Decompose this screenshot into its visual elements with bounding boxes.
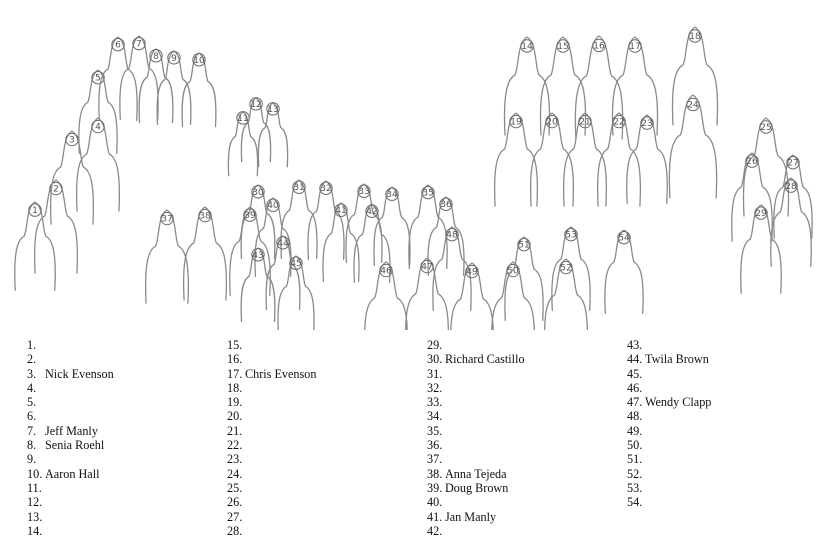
figure-number: 31 (293, 183, 305, 194)
key-entry (27, 524, 114, 538)
key-entry-name (243, 381, 245, 395)
key-entry-number: 31. (427, 366, 443, 381)
key-entry (27, 452, 114, 466)
key-entry-number: 6. (27, 409, 37, 424)
silhouette-figure (146, 210, 189, 303)
key-entry-number: 27. (227, 509, 243, 524)
key-entry-number: 45. (627, 366, 643, 381)
silhouette-figure (182, 53, 216, 127)
figure-number: 6 (115, 40, 121, 51)
key-entry-name (43, 381, 45, 395)
key-entry-number: 16. (227, 352, 243, 367)
figure-number: 18 (689, 32, 701, 42)
key-entry (27, 481, 114, 495)
figure-number: 1 (32, 206, 38, 217)
key-entry (427, 352, 525, 366)
key-entry (627, 452, 711, 466)
figure-number: 26 (746, 157, 758, 168)
figure-number: 27 (787, 158, 799, 169)
key-entry-name (243, 510, 245, 524)
key-entry (227, 338, 316, 352)
key-entry-name (643, 438, 645, 452)
key-column-3 (427, 338, 525, 538)
key-entry (627, 409, 711, 423)
key-entry-number: 19. (227, 395, 243, 410)
key-entry (427, 438, 525, 452)
figure-number: 29 (755, 209, 767, 220)
key-entry-number: 53. (627, 480, 643, 495)
key-entry-name (643, 409, 645, 423)
key-entry (627, 438, 711, 452)
key-entry-number: 23. (227, 452, 243, 467)
key-entry-name (243, 495, 245, 509)
name-key (0, 338, 840, 538)
figure-number: 42 (366, 207, 378, 218)
figure-number: 53 (565, 230, 577, 241)
key-entry-number: 48. (627, 409, 643, 424)
key-entry (627, 424, 711, 438)
key-entry-name (43, 395, 45, 409)
key-entry (27, 367, 114, 381)
key-entry-number: 52. (627, 466, 643, 481)
figure-number: 46 (380, 266, 392, 277)
figure-number: 49 (466, 267, 478, 278)
key-entry (227, 395, 316, 409)
silhouette-figure (605, 230, 643, 313)
key-entry-number: 10. (27, 466, 43, 481)
key-entry-name (443, 367, 445, 381)
silhouette-figure (266, 236, 300, 310)
key-entry-name (243, 467, 245, 481)
key-entry (227, 495, 316, 509)
key-entry-name (43, 510, 45, 524)
key-entry (27, 352, 114, 366)
figure-number: 15 (557, 42, 569, 52)
figure-number: 21 (579, 117, 591, 128)
key-entry (227, 524, 316, 538)
figure-number: 48 (446, 230, 458, 241)
key-entry (227, 467, 316, 481)
key-entry (27, 381, 114, 395)
figure-number: 8 (153, 51, 159, 62)
key-entry-number: 11. (27, 480, 42, 495)
figure-number: 44 (277, 238, 289, 249)
key-entry-number: 33. (427, 395, 443, 410)
key-entry-name: Jeff Manly (45, 423, 98, 438)
key-entry-number: 38. (427, 466, 443, 481)
key-entry (627, 495, 711, 509)
key-entry-number: 50. (627, 438, 643, 453)
key-entry-number: 37. (427, 452, 443, 467)
key-entry-name (443, 424, 445, 438)
key-entry-number: 36. (427, 438, 443, 453)
silhouette-figure (365, 262, 408, 330)
silhouette-figure (669, 95, 716, 198)
key-column-1 (27, 338, 114, 538)
key-entry (427, 409, 525, 423)
figure-number: 40 (267, 201, 279, 212)
key-entry-name (443, 381, 445, 395)
silhouette-figure (230, 207, 271, 295)
silhouette-figure (228, 112, 257, 176)
figure-number: 9 (171, 53, 177, 64)
key-entry-number: 40. (427, 495, 443, 510)
key-entry-number: 14. (27, 523, 43, 538)
silhouette-figure (308, 181, 347, 259)
silhouette-figure (346, 184, 382, 262)
key-entry-name (43, 481, 45, 495)
figure-number: 25 (760, 123, 772, 133)
key-entry (227, 409, 316, 423)
key-entry-name: Twila Brown (645, 352, 709, 367)
silhouette-figure (79, 70, 117, 153)
key-entry-number: 8. (27, 438, 37, 453)
key-entry-number: 1. (27, 338, 37, 352)
figure-number: 19 (510, 117, 522, 128)
key-entry-name (643, 367, 645, 381)
key-entry-number: 41. (427, 509, 443, 524)
key-entry (27, 438, 114, 452)
silhouette-figure (451, 263, 494, 330)
key-entry-name: Richard Castillo (445, 352, 525, 367)
key-entry-number: 54. (627, 495, 643, 510)
silhouette-figure (492, 262, 535, 330)
figure-number: 7 (136, 39, 142, 50)
key-entry-name (43, 495, 45, 509)
figure-number: 2 (53, 184, 59, 195)
key-entry-name (443, 338, 445, 352)
figure-number: 5 (95, 73, 101, 84)
key-entry-name (43, 338, 45, 352)
key-entry (427, 524, 525, 538)
key-entry-number: 20. (227, 409, 243, 424)
figure-number: 39 (244, 211, 256, 222)
silhouette-figure (278, 256, 314, 330)
key-entry-number: 32. (427, 380, 443, 395)
key-column-2 (227, 338, 316, 538)
key-entry-name (643, 452, 645, 466)
key-entry-number: 39. (427, 480, 443, 495)
figure-number: 35 (422, 188, 434, 199)
key-entry-number: 35. (427, 423, 443, 438)
key-entry-number: 9. (27, 452, 37, 467)
key-entry-number: 18. (227, 380, 243, 395)
figure-number: 54 (618, 233, 630, 244)
key-entry (27, 467, 114, 481)
key-entry-number: 28. (227, 523, 243, 538)
silhouette-figure (627, 115, 668, 203)
key-entry (227, 424, 316, 438)
silhouette-figure (51, 131, 94, 224)
key-entry (427, 510, 525, 524)
key-entry-name: Chris Evenson (245, 366, 317, 381)
key-entry-name (643, 338, 645, 352)
key-entry-number: 15. (227, 338, 243, 352)
key-entry-number: 7. (27, 423, 37, 438)
key-entry-name (443, 452, 445, 466)
figure-number: 37 (161, 214, 173, 225)
key-entry-number: 21. (227, 423, 243, 438)
figure-number: 20 (546, 117, 558, 128)
key-entry (427, 467, 525, 481)
key-entry (627, 467, 711, 481)
key-entry-number: 34. (427, 409, 443, 424)
key-entry (427, 481, 525, 495)
key-entry (27, 424, 114, 438)
key-entry-name (243, 438, 245, 452)
key-entry-name (243, 424, 245, 438)
key-entry-name (243, 409, 245, 423)
key-entry-name (243, 481, 245, 495)
key-entry-number: 3. (27, 366, 37, 381)
key-entry (627, 395, 711, 409)
figure-number: 12 (250, 99, 262, 110)
silhouette-figure (35, 180, 78, 273)
figure-number: 33 (358, 187, 370, 198)
silhouette-figure (184, 207, 227, 300)
key-entry-name (243, 524, 245, 538)
key-entry-name (443, 524, 445, 538)
key-entry-name: Jan Manly (445, 509, 497, 524)
key-entry (627, 381, 711, 395)
key-entry-name (443, 409, 445, 423)
key-entry-number: 44. (627, 352, 643, 367)
key-entry (27, 395, 114, 409)
key-entry-number: 5. (27, 395, 37, 410)
key-entry (227, 481, 316, 495)
figure-number: 38 (199, 211, 211, 222)
key-entry-name (243, 452, 245, 466)
figure-number: 4 (95, 122, 101, 133)
key-entry (427, 395, 525, 409)
key-entry-name: Wendy Clapp (645, 395, 712, 410)
key-entry (27, 510, 114, 524)
key-entry-name (243, 338, 245, 352)
key-entry-name: Senia Roehl (45, 438, 105, 453)
figure-number: 28 (785, 182, 797, 193)
key-entry (427, 338, 525, 352)
key-entry-name (643, 495, 645, 509)
figure-number: 14 (521, 42, 533, 52)
figure-number: 10 (193, 55, 205, 66)
key-entry-number: 42. (427, 523, 443, 538)
key-entry-number: 46. (627, 380, 643, 395)
key-entry-name (443, 495, 445, 509)
silhouette-figure (598, 113, 641, 206)
key-entry (627, 481, 711, 495)
key-entry (27, 495, 114, 509)
key-entry-name (443, 438, 445, 452)
key-entry-number: 29. (427, 338, 443, 352)
silhouette-figure (545, 259, 588, 330)
key-entry-number: 26. (227, 495, 243, 510)
figure-number: 23 (641, 119, 653, 130)
silhouette-figure (505, 237, 543, 320)
key-entry-name (43, 524, 45, 538)
key-entry-name (643, 381, 645, 395)
key-entry (427, 424, 525, 438)
key-entry (627, 367, 711, 381)
key-entry-name (243, 395, 245, 409)
figure-number: 13 (267, 104, 279, 115)
silhouette-figure (771, 178, 812, 266)
key-entry-name (643, 467, 645, 481)
figure-number: 34 (386, 190, 398, 201)
key-entry-name (243, 352, 245, 366)
key-entry (227, 452, 316, 466)
key-entry-name: Aaron Hall (45, 466, 100, 481)
silhouette-figure (406, 258, 449, 330)
key-entry-name: Nick Evenson (45, 366, 114, 381)
key-entry (427, 367, 525, 381)
figure-number: 3 (69, 135, 75, 146)
key-entry-number: 30. (427, 352, 443, 367)
figure-number: 45 (290, 259, 302, 270)
figure-number: 52 (560, 263, 572, 274)
figure-number: 36 (440, 200, 452, 211)
figure-number: 24 (687, 100, 699, 111)
silhouette-figure (241, 98, 270, 162)
key-entry-number: 13. (27, 509, 43, 524)
key-entry-number: 12. (27, 495, 43, 510)
key-entry (227, 381, 316, 395)
key-entry (427, 495, 525, 509)
key-entry-number: 17. (227, 366, 243, 381)
key-entry-name (43, 352, 45, 366)
figure-number: 32 (320, 184, 332, 195)
key-entry-number: 2. (27, 352, 37, 367)
figure-number: 22 (613, 117, 625, 128)
key-entry-name (643, 424, 645, 438)
key-entry (227, 510, 316, 524)
key-entry (427, 452, 525, 466)
key-entry (227, 438, 316, 452)
key-entry (627, 338, 711, 352)
figure-number: 16 (593, 41, 605, 52)
figure-number: 51 (518, 240, 530, 251)
silhouette-figure (774, 155, 812, 238)
key-entry-number: 22. (227, 438, 243, 453)
key-entry (627, 352, 711, 366)
key-entry (27, 338, 114, 352)
key-entry (427, 381, 525, 395)
key-entry-name: Doug Brown (445, 480, 509, 495)
key-entry-number: 4. (27, 380, 37, 395)
figure-number: 11 (237, 113, 249, 124)
key-entry-number: 43. (627, 338, 643, 352)
key-entry (27, 409, 114, 423)
key-entry-number: 47. (627, 395, 643, 410)
figure-number: 17 (629, 42, 641, 52)
figure-number: 50 (507, 266, 519, 277)
silhouette-figure (258, 103, 287, 167)
key-entry-number: 24. (227, 466, 243, 481)
key-column-4 (627, 338, 711, 510)
key-entry-number: 25. (227, 480, 243, 495)
key-entry (227, 367, 316, 381)
figure-number: 43 (252, 250, 264, 261)
figure-number: 41 (335, 206, 347, 217)
key-entry (227, 352, 316, 366)
key-entry-number: 49. (627, 423, 643, 438)
key-entry-name (443, 395, 445, 409)
key-entry-name (43, 409, 45, 423)
key-entry-name (643, 481, 645, 495)
figure-number: 30 (252, 187, 264, 198)
figure-number: 47 (421, 262, 433, 273)
key-entry-name (43, 452, 45, 466)
key-entry-number: 51. (627, 452, 643, 467)
key-entry-name: Anna Tejeda (445, 466, 507, 481)
